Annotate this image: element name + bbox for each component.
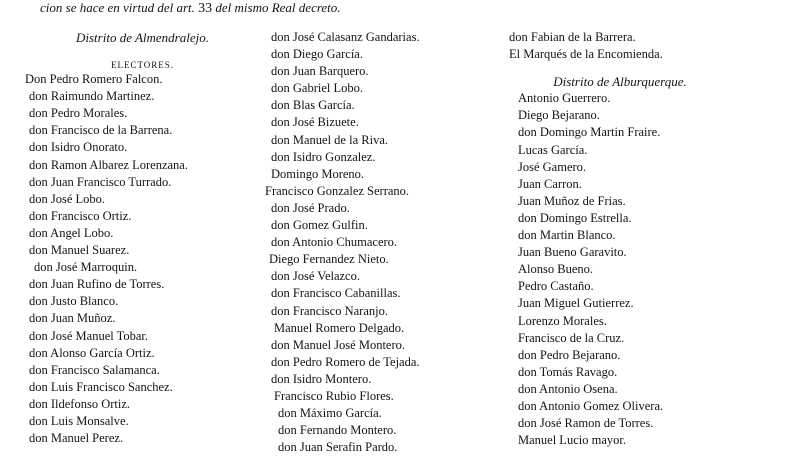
elector-name: don Martin Blanco.	[518, 228, 616, 243]
elector-name: don Diego García.	[271, 47, 363, 62]
column-2	[265, 29, 505, 456]
elector-name: don José Lobo.	[29, 191, 106, 206]
district-title-alburquerque: Distrito de Alburquerque.	[553, 74, 687, 90]
header-text-after: del mismo Real decreto.	[215, 0, 341, 15]
elector-name: don Luis Francisco Sanchez.	[29, 379, 173, 394]
header-text-before: cion se hace en virtud del art.	[40, 0, 195, 15]
elector-name: Juan Miguel Gutierrez.	[518, 296, 634, 311]
elector-name: don Domingo Martin Fraire.	[518, 125, 661, 140]
elector-name: don Francisco Naranjo.	[271, 303, 388, 318]
elector-name: don Luis Monsalve.	[29, 413, 129, 428]
elector-name: Manuel Lucio mayor.	[518, 433, 626, 448]
elector-name: don José Marroquin.	[34, 260, 138, 275]
elector-name: don José Ramon de Torres.	[518, 416, 654, 431]
elector-name: Don Pedro Romero Falcon.	[25, 72, 163, 87]
page-number: 33	[198, 1, 213, 16]
elector-name: Lorenzo Morales.	[518, 313, 607, 328]
elector-name: don José Manuel Tobar.	[29, 328, 149, 343]
elector-name: Juan Muñoz de Frias.	[518, 193, 626, 208]
spacer	[505, 63, 735, 73]
elector-name: don Juan Francisco Turrado.	[29, 174, 172, 189]
elector-name: Pedro Castaño.	[518, 279, 594, 294]
elector-name: don Pedro Romero de Tejada.	[271, 354, 420, 369]
elector-name: don Ramon Albarez Lorenzana.	[29, 157, 188, 172]
elector-name: don Juan Barquero.	[271, 64, 369, 79]
elector-name: don Isidro Gonzalez.	[271, 149, 376, 164]
electores-subheading: ELECTORES.	[110, 60, 175, 71]
district-title-almendralejo: Distrito de Almendralejo.	[75, 30, 209, 45]
elector-name: don Gomez Gulfin.	[271, 218, 368, 233]
elector-name: Francisco Gonzalez Serrano.	[265, 183, 410, 198]
elector-name: don Francisco Salamanca.	[29, 362, 160, 377]
elector-name: don Antonio Osena.	[518, 381, 618, 396]
elector-name: don Blas García.	[271, 98, 355, 113]
elector-name: Manuel Romero Delgado.	[274, 320, 405, 335]
elector-name: Domingo Moreno.	[271, 166, 365, 181]
elector-name: Alonso Bueno.	[518, 262, 593, 277]
elector-name: don Máximo García.	[278, 406, 382, 421]
page-header	[40, 0, 341, 17]
elector-name: don Juan Rufino de Torres.	[29, 277, 165, 292]
elector-name: don Fabian de la Barrera.	[509, 30, 636, 44]
elector-name: don Antonio Chumacero.	[271, 235, 398, 250]
elector-name: El Marqués de la Encomienda.	[509, 47, 663, 62]
elector-name: don Antonio Gomez Olivera.	[518, 398, 664, 413]
elector-name: don Justo Blanco.	[29, 294, 119, 309]
elector-name: don Francisco de la Barrena.	[29, 123, 173, 138]
elector-name: Lucas García.	[518, 142, 588, 157]
elector-name: don Raimundo Martinez.	[29, 89, 155, 104]
column-1	[25, 29, 260, 447]
elector-name: don Francisco Ortiz.	[29, 208, 132, 223]
elector-name: don Fernando Montero.	[278, 423, 397, 438]
elector-name: don José Prado.	[271, 200, 350, 215]
elector-name: don Tomás Ravago.	[518, 364, 618, 379]
elector-name: Antonio Guerrero.	[518, 91, 611, 106]
elector-name: don Gabriel Lobo.	[271, 81, 363, 96]
column-3	[505, 29, 735, 449]
elector-name: don Isidro Montero.	[271, 371, 372, 386]
elector-name: don Manuel Perez.	[29, 431, 124, 446]
elector-name: don Manuel Suarez.	[29, 243, 130, 258]
elector-name: Diego Fernandez Nieto.	[269, 252, 389, 267]
elector-name: Diego Bejarano.	[518, 108, 600, 123]
elector-name: don Isidro Onorato.	[29, 140, 128, 155]
elector-name: don José Calasanz Gandarias.	[271, 30, 420, 44]
elector-name: don José Velazco.	[271, 269, 360, 284]
spacer	[25, 46, 260, 56]
elector-name: don Manuel José Montero.	[271, 337, 406, 352]
elector-name: don Juan Muñoz.	[29, 311, 116, 326]
elector-name: don Manuel de la Riva.	[271, 132, 388, 147]
elector-name: José Gamero.	[518, 159, 587, 174]
elector-name: don Ildefonso Ortiz.	[29, 396, 131, 411]
elector-name: don Angel Lobo.	[29, 225, 114, 240]
elector-name: Juan Carron.	[518, 176, 582, 191]
elector-name: don Pedro Bejarano.	[518, 347, 621, 362]
elector-name: don Pedro Morales.	[29, 106, 128, 121]
elector-name: don Domingo Estrella.	[518, 210, 632, 225]
elector-name: don Francisco Cabanillas.	[271, 286, 401, 301]
elector-name: Francisco de la Cruz.	[518, 330, 625, 345]
elector-name: don Alonso García Ortiz.	[29, 345, 155, 360]
elector-name: don Juan Serafin Pardo.	[278, 440, 398, 455]
elector-name: don José Bizuete.	[271, 115, 359, 130]
elector-name: Juan Bueno Garavito.	[518, 245, 627, 260]
elector-name: Francisco Rubio Flores.	[274, 388, 394, 403]
